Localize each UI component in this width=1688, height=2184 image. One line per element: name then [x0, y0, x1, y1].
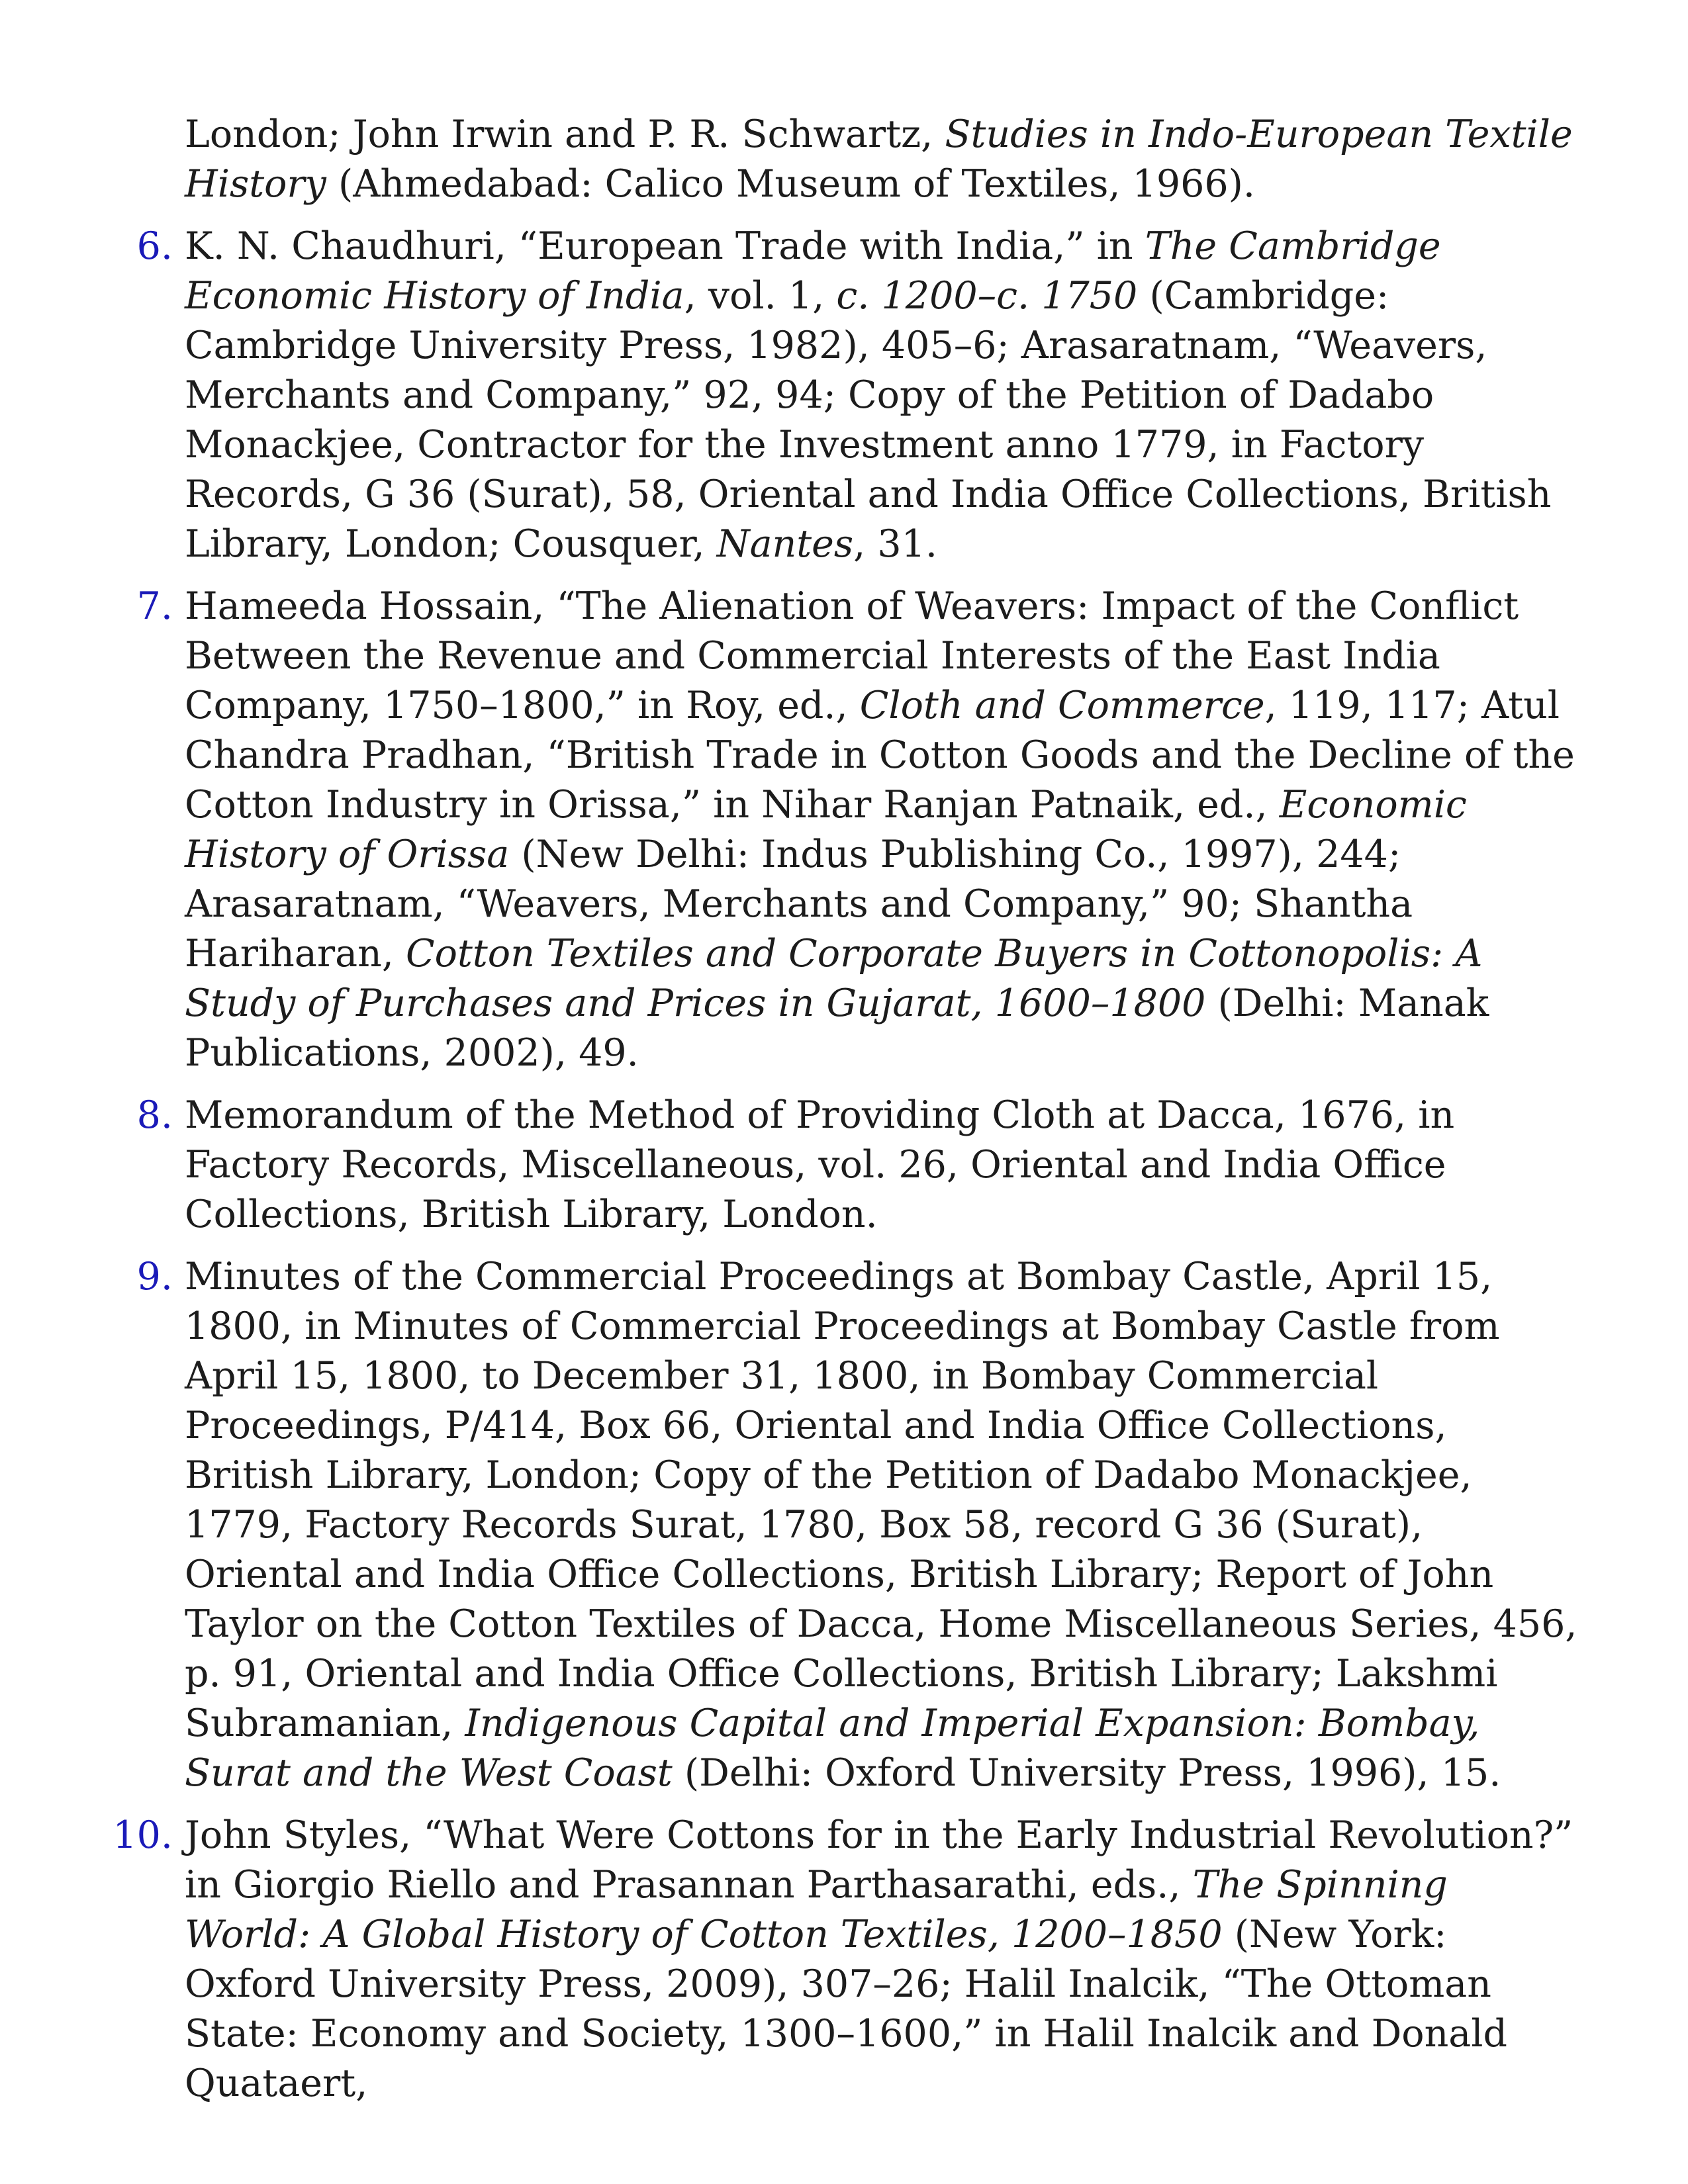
endnote-text [185, 1811, 1582, 2109]
endnote-number-link[interactable]: 10. [113, 1813, 173, 1857]
note-segment: (Ahmedabad: Calico Museum of Textiles, 1966). [326, 162, 1255, 206]
italic-title: Economic History of Orissa [185, 783, 1467, 876]
italic-title: The Spinning World: A Global History of Cotton Textiles, 1200–1850 [185, 1863, 1448, 1956]
note-segment: , 31. [853, 522, 938, 566]
italic-title: Indigenous Capital and Imperial Expansion: Bombay, Surat and the West Coast [185, 1702, 1480, 1795]
note-segment: , 119, 117; Atul Chandra Pradhan, “British Trade in Cotton Goods and the Decline of the Cotton Industry in Orissa,” in Nihar Ranjan Patnaik, ed., [185, 684, 1575, 827]
note-segment: , vol. 1, [684, 274, 837, 318]
endnote-text [185, 582, 1582, 1078]
note-segment: John Styles, “What Were Cottons for in the Early Industrial Revolution?” in Giorgio Riello and Prasannan Parthasarathi, eds., [185, 1813, 1573, 1907]
note-segment: K. N. Chaudhuri, “European Trade with India,” in [185, 224, 1145, 268]
italic-title: Studies in Indo-European Textile History [185, 113, 1573, 206]
italic-title: c. 1200–c. 1750 [836, 274, 1138, 318]
endnote [117, 222, 1582, 569]
endnote-number-link[interactable]: 6. [136, 224, 173, 268]
endnote [117, 1252, 1582, 1798]
note-segment: (New Delhi: Indus Publishing Co., 1997), 244; Arasaratnam, “Weavers, Merchants and Company,” 90; Shantha Hariharan, [185, 833, 1413, 976]
endnotes-list [113, 110, 1582, 2109]
italic-title: The Cambridge Economic History of India [185, 224, 1441, 318]
italic-title: Cotton Textiles and Corporate Buyers in Cottonopolis: A Study of Purchases and Prices in Gujarat, 1600–1800 [185, 932, 1483, 1025]
endnote [117, 582, 1582, 1078]
endnote-text [185, 1091, 1582, 1240]
italic-title: Cloth and Commerce [859, 684, 1265, 727]
endnote-continuation [117, 110, 1582, 209]
note-segment: (New York: Oxford University Press, 2009), 307–26; Halil Inalcik, “The Ottoman State: Economy and Society, 1300–1600,” in Halil Inalcik and Donald Quataert, [185, 1913, 1508, 2105]
note-segment: Minutes of the Commercial Proceedings at Bombay Castle, April 15, 1800, in Minutes of Commercial Proceedings at Bombay Castle from April 15, 1800, to December 31, 1800, in Bombay Commercial Proceedings, P/414, Box 66, Oriental and India Office Collections, British Library, London; Copy of the Petition of Dadabo Monackjee, 1779, Factory Records Surat, 1780, Box 58, record G 36 (Surat), Oriental and India Office Collections, British Library; Report of John Taylor on the Cotton Textiles of Dacca, Home Miscellaneous Series, 456, p. 91, Oriental and India Office Collections, British Library; Lakshmi Subramanian, [185, 1255, 1577, 1745]
note-segment: Hameeda Hossain, “The Alienation of Weavers: Impact of the Conflict Between the Revenue and Commercial Interests of the East India Company, 1750–1800,” in Roy, ed., [185, 584, 1519, 727]
endnote-number-link[interactable]: 9. [136, 1255, 173, 1298]
endnote-text [185, 222, 1582, 569]
endnote-number-link[interactable]: 7. [136, 584, 173, 628]
endnote-text [185, 1252, 1582, 1798]
endnote-number-link[interactable]: 8. [136, 1093, 173, 1137]
endnote [117, 1091, 1582, 1240]
endnote [113, 1811, 1582, 2109]
note-segment: London; John Irwin and P. R. Schwartz, [185, 113, 945, 156]
note-segment: (Cambridge: Cambridge University Press, 1982), 405–6; Arasaratnam, “Weavers, Merchants and Company,” 92, 94; Copy of the Petition of Dadabo Monackjee, Contractor for the Investment anno 1779, in Factory Records, G 36 (Surat), 58, Oriental and India Office Collections, British Library, London; Cousquer, [185, 274, 1552, 566]
note-segment: Memorandum of the Method of Providing Cloth at Dacca, 1676, in Factory Records, Miscellaneous, vol. 26, Oriental and India Office Collections, British Library, London. [185, 1093, 1455, 1236]
endnote-text [185, 110, 1582, 209]
italic-title: Nantes [716, 522, 854, 566]
note-segment: (Delhi: Oxford University Press, 1996), 15. [672, 1751, 1501, 1795]
note-segment: (Delhi: Manak Publications, 2002), 49. [185, 981, 1489, 1075]
